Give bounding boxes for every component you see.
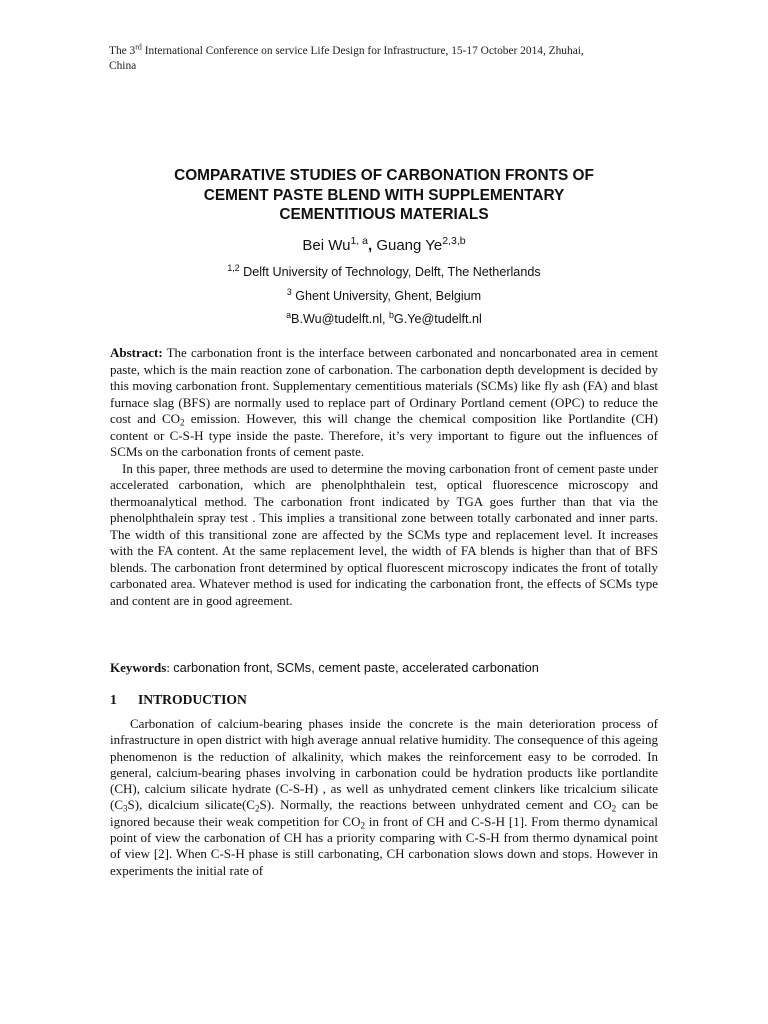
abstract-paragraph-1 [110,345,658,461]
intro-text: in front of CH and C-S-H [1]. From thermo dynamical point of view the carbonation of CH has a priority comparing with C-S-H from thermo dynamical point of view [2]. When C-S-H phase is still carbonating, CH carbonation slows down and stops. However in experiments the initial rate of [110,813,658,878]
keywords-separator: : [166,660,174,675]
abstract-text: emission. However, this will change the chemical composition like Portlandite (CH) content or C-S-H type inside the paste. Therefore, it’s very important to figure out the influences of SCMs on the carbonation fronts of cement paste. [110,411,658,459]
affiliation-text: Ghent University, Ghent, Belgium [291,289,482,303]
abstract-section [110,345,658,609]
abstract-paragraph-2: In this paper, three methods are used to determine the moving carbonation front of cement paste under accelerated carbonation, which are phenolphthalein test, optical fluorescence microscopy and thermoanalytical method. The carbonation front indicated by TGA goes further than that via the phenolphthalein spray test . This implies a transitional zone between totally carbonated and inner parts. The width of this transitional zone are affected by the SCMs type and replacement level. It increases with the FA content. At the same replacement level, the width of FA blends is higher than that of BFS blends. The carbonation front determined by optical fluorescent microscopy indicates the front of totally carbonated area. Whatever method is used for indicating the carbonation front, the effects of SCMs type and content are in good agreement. [110,460,658,608]
subscript: 2 [254,803,260,814]
header-prefix: The 3 [109,45,136,57]
title-line-3: CEMENTITIOUS MATERIALS [279,206,489,223]
author-affiliation-marker: 2,3,b [442,235,466,248]
author-emails [110,311,658,327]
affiliation-text: Delft University of Technology, Delft, The Netherlands [239,265,541,279]
email-address: G.Ye@tudelft.nl [393,312,482,326]
subscript: 2 [180,417,185,428]
keywords-label: Keywords [110,660,167,675]
abstract-label: Abstract: [110,345,163,360]
subscript: 2 [360,820,366,831]
subscript: 3 [123,803,128,814]
section-heading-introduction [110,692,658,708]
affiliation-marker: 1,2 [227,263,240,274]
subscript: 2 [611,803,617,814]
email-address: B.Wu@tudelft.nl, [291,312,389,326]
section-number: 1 [110,692,117,707]
abstract-text: The carbonation front is the interface between carbonated and noncarbonated area in cement paste, which is the main reaction zone of carbonation. The carbonation depth development is decided by this moving carbonation front. Supplementary cementitious materials (SCMs) like fly ash (FA) and blast furnace slag (BFS) are normally used to replace part of Ordinary Portland cement (OPC) to reduce the cost and CO [110,345,658,426]
email-marker: b [389,310,394,321]
email-marker: a [286,310,292,321]
intro-text: S). Normally, the reactions between unhydrated cement and CO [259,797,612,813]
header-line-2: China [109,60,137,72]
intro-text: can be ignored because their weak competition for CO [110,797,659,829]
header-ordinal-suffix: rd [135,42,142,52]
introduction-body [110,716,658,879]
header-line-1 [109,44,669,59]
author-name: Bei Wu [302,237,351,254]
intro-text: Carbonation of calcium-bearing phases inside the concrete is the main deterioration process of infrastructure in open district with high average annual relative humidity. The consequence of this ageing phenomenon is the reduction of alkalinity, which makes the reinforcement easy to be corroded. In general, calcium-bearing phases involving in carbonation could be hydration products like portlandite (CH), calcium silicate hydrate (C-S-H) , as well as unhydrated cement clinkers like tricalcium silicate (C [110,716,658,813]
conference-header [109,44,669,74]
title-line-1: COMPARATIVE STUDIES OF CARBONATION FRONTS OF [174,167,594,184]
section-title: INTRODUCTION [138,692,247,707]
title-line-2: CEMENT PASTE BLEND WITH SUPPLEMENTARY [203,186,565,204]
author-affiliation-marker: 1, a [350,235,368,248]
header-line-1-rest: International Conference on service Life Design for Infrastructure, 15-17 October 2014, Zhuhai, [141,45,584,57]
paper-title [110,166,658,225]
author-name: Guang Ye [376,237,443,254]
affiliation-delft [110,264,658,280]
affiliation-marker: 3 [286,287,292,298]
author-separator: , [367,237,377,254]
intro-text: S), dicalcium silicate(C [127,797,255,813]
keywords-text: carbonation front, SCMs, cement paste, accelerated carbonation [173,660,539,675]
author-list [110,236,658,256]
keywords-line [110,660,658,677]
introduction-paragraph [110,716,658,879]
affiliation-ghent [110,288,658,304]
